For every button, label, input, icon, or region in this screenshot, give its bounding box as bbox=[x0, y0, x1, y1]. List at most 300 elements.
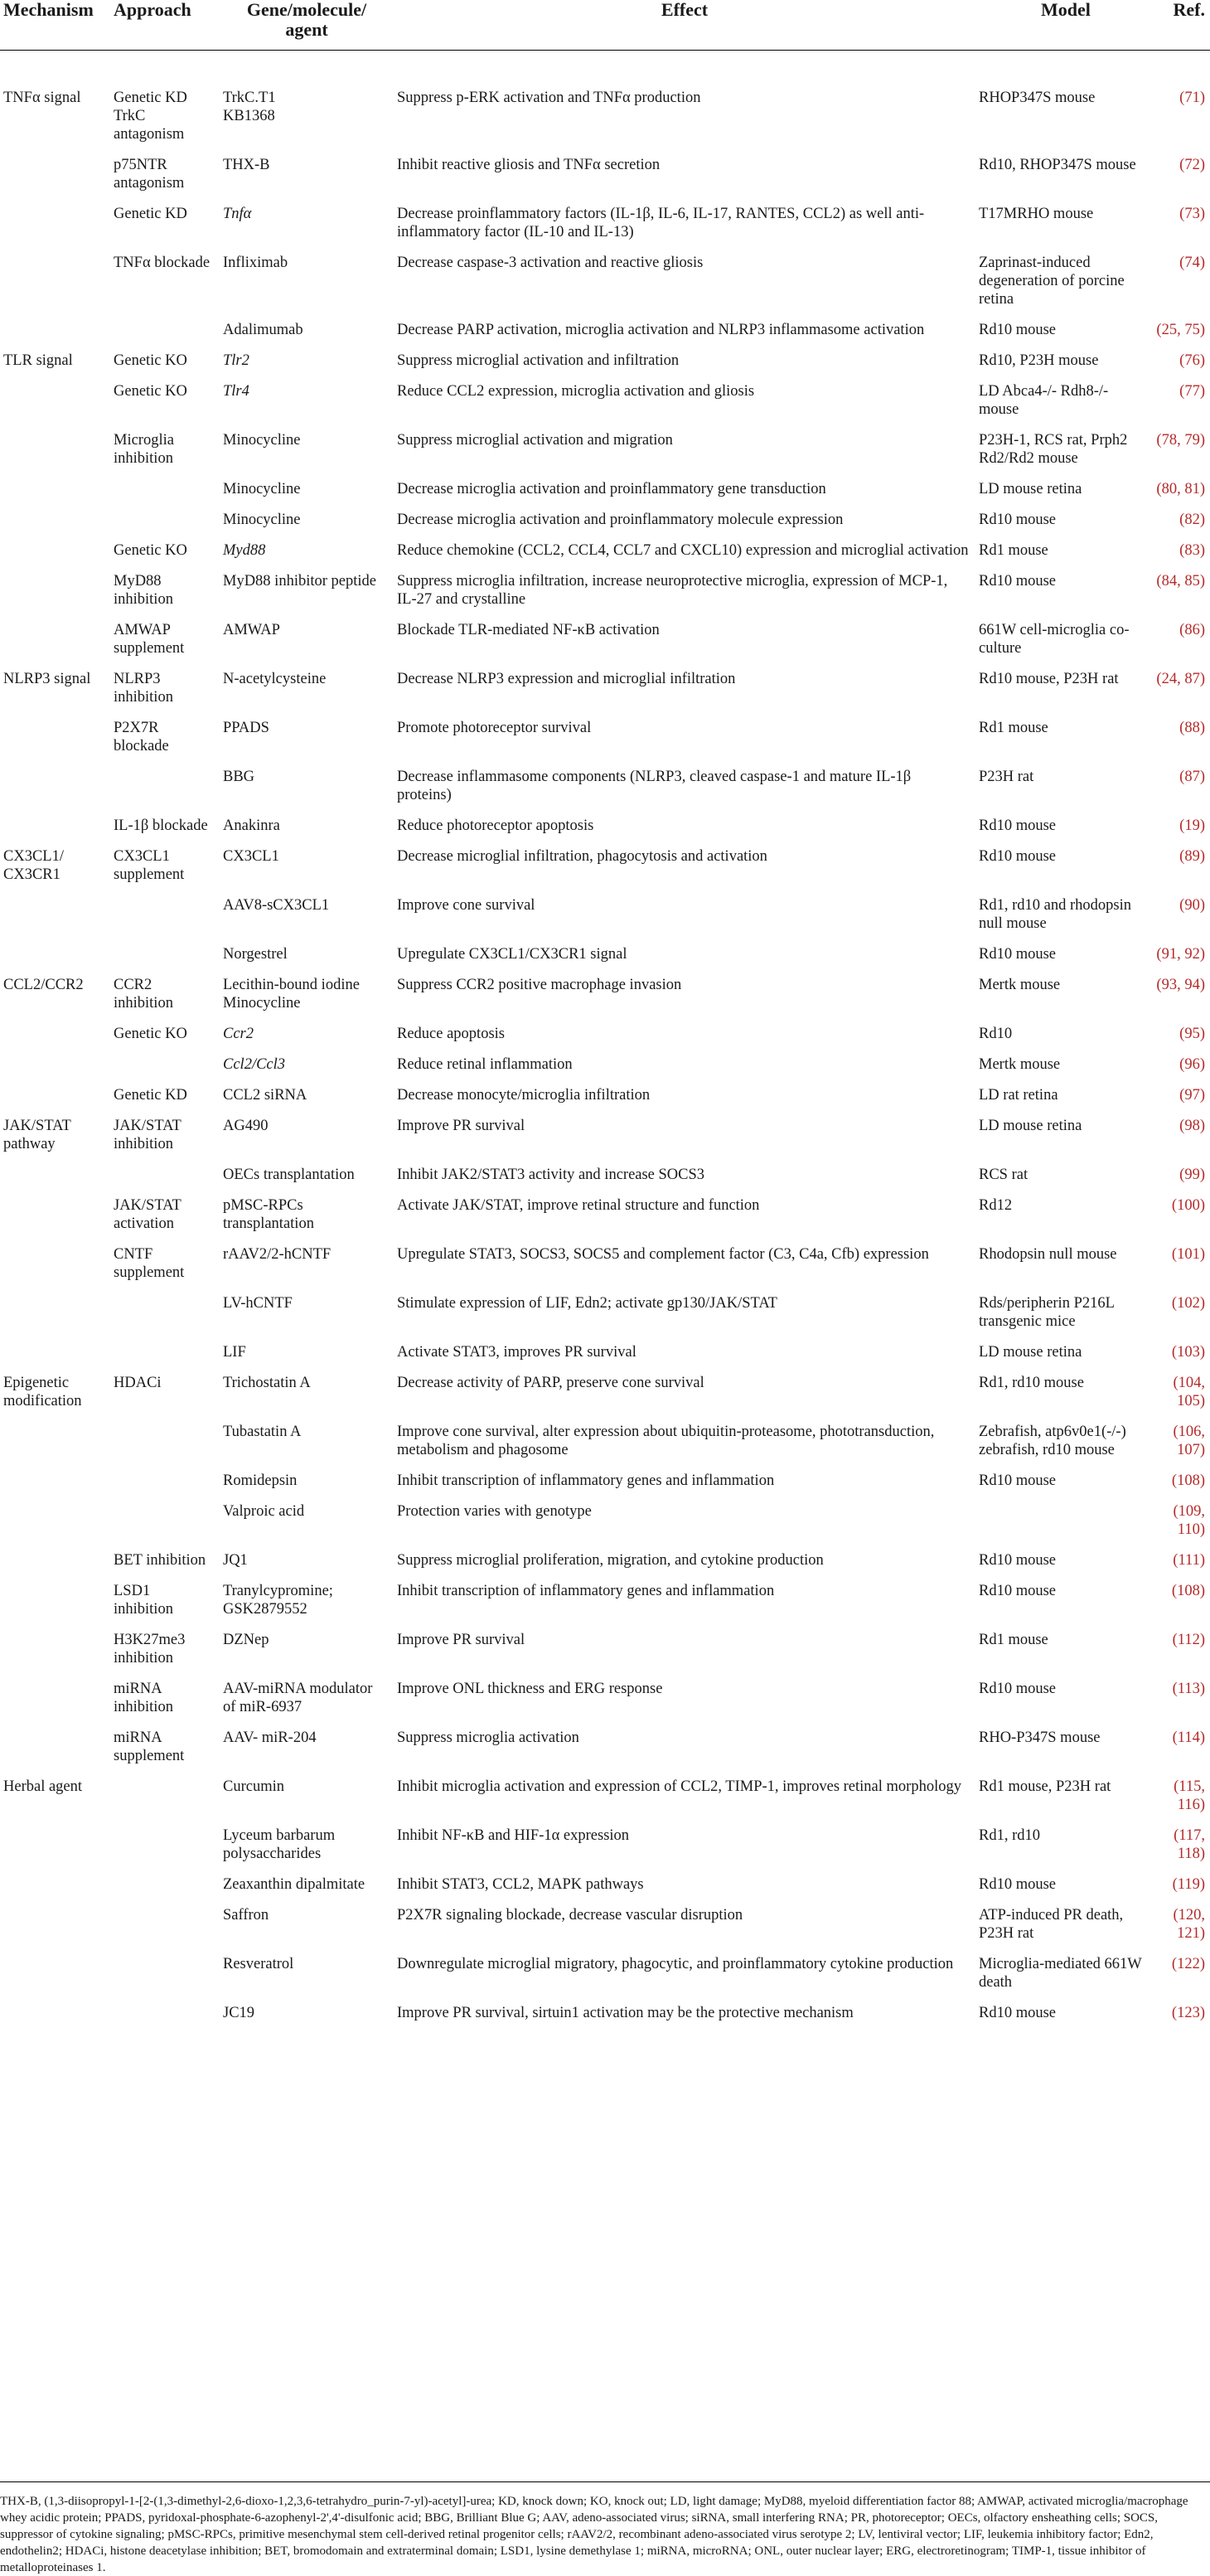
table-header bbox=[0, 0, 1210, 51]
mechanism-cell bbox=[0, 1673, 110, 1722]
agent-cell: MyD88 inhibitor peptide bbox=[223, 573, 376, 589]
agent-cell: Anakinra bbox=[223, 817, 280, 834]
model-cell: Rd1 mouse bbox=[979, 542, 1048, 559]
agent-cell: JC19 bbox=[223, 2005, 255, 2021]
mechanism-cell bbox=[0, 376, 110, 424]
mechanism-cell bbox=[0, 1997, 110, 2028]
ref-cell: (71) bbox=[1179, 90, 1205, 106]
effect-cell: Suppress p-ERK activation and TNFα production bbox=[397, 90, 701, 106]
approach-cell bbox=[110, 1337, 220, 1367]
agent-cell: Tnfα bbox=[223, 206, 252, 222]
model-cell: RCS rat bbox=[979, 1167, 1028, 1183]
agent-cell: Tranylcypromine; GSK2879552 bbox=[223, 1583, 333, 1618]
ref-cell: (122) bbox=[1171, 1956, 1205, 1972]
table-row bbox=[0, 1820, 1210, 1869]
agent-cell: PPADS bbox=[223, 720, 269, 736]
agent-cell: CX3CL1 bbox=[223, 848, 279, 865]
mechanism-cell bbox=[0, 1465, 110, 1496]
header-model: Model bbox=[975, 0, 1156, 51]
agent-cell: rAAV2/2-hCNTF bbox=[223, 1246, 332, 1263]
mechanism-cell bbox=[0, 504, 110, 535]
effect-cell: Decrease monocyte/microglia infiltration bbox=[397, 1087, 651, 1104]
approach-cell bbox=[110, 1771, 220, 1820]
approach-cell: JAK/STAT activation bbox=[114, 1197, 182, 1232]
model-cell: Rd1, rd10 and rhodopsin null mouse bbox=[979, 897, 1131, 932]
approach-cell bbox=[110, 761, 220, 810]
effect-cell: Decrease microglia activation and proinflammatory gene transduction bbox=[397, 481, 826, 497]
approach-cell: Microglia inhibition bbox=[114, 432, 174, 467]
bottom-rule bbox=[0, 2481, 1210, 2482]
model-cell: RHO-P347S mouse bbox=[979, 1729, 1101, 1746]
agent-cell: Lecithin-bound iodine Minocycline bbox=[223, 977, 360, 1011]
ref-cell: (119) bbox=[1172, 1876, 1205, 1893]
effect-cell: Reduce retinal inflammation bbox=[397, 1056, 573, 1073]
header-gene: Gene/molecule/ agent bbox=[220, 0, 394, 51]
table-row bbox=[0, 1496, 1210, 1545]
agent-cell: Tlr4 bbox=[223, 383, 249, 400]
mechanism-cell bbox=[0, 614, 110, 663]
effect-cell: Upregulate CX3CL1/CX3CR1 signal bbox=[397, 946, 627, 963]
model-cell: Rd10 mouse bbox=[979, 2005, 1057, 2021]
model-cell: Mertk mouse bbox=[979, 977, 1061, 993]
ref-cell: (114) bbox=[1172, 1729, 1205, 1746]
effect-cell: Decrease microglia activation and proinflammatory molecule expression bbox=[397, 512, 844, 528]
model-cell: LD mouse retina bbox=[979, 1344, 1082, 1361]
effect-cell: Reduce apoptosis bbox=[397, 1026, 505, 1042]
mechanism-cell bbox=[0, 1624, 110, 1673]
approach-cell: Genetic KO bbox=[114, 542, 187, 559]
agent-cell: AAV-miRNA modulator of miR-6937 bbox=[223, 1681, 373, 1715]
model-cell: Rd10 mouse bbox=[979, 322, 1057, 338]
ref-cell: (89) bbox=[1179, 848, 1205, 865]
approach-cell: IL-1β blockade bbox=[114, 817, 208, 834]
agent-cell: pMSC-RPCs transplantation bbox=[223, 1197, 314, 1232]
ref-cell: (72) bbox=[1179, 157, 1205, 173]
table-row bbox=[0, 1997, 1210, 2028]
agent-cell: Lyceum barbarum polysaccharides bbox=[223, 1827, 336, 1862]
approach-cell: MyD88 inhibition bbox=[114, 573, 173, 608]
table-row bbox=[0, 1049, 1210, 1079]
ref-cell: (82) bbox=[1179, 512, 1205, 528]
table-row bbox=[0, 376, 1210, 424]
table-row bbox=[0, 810, 1210, 841]
effect-cell: Reduce chemokine (CCL2, CCL4, CCL7 and CXCL10) expression and microglial activation bbox=[397, 542, 969, 559]
ref-cell: (104, 105) bbox=[1173, 1375, 1205, 1409]
ref-cell: (80, 81) bbox=[1156, 481, 1205, 497]
mechanism-cell bbox=[0, 1337, 110, 1367]
table-row bbox=[0, 198, 1210, 247]
effect-cell: Protection varies with genotype bbox=[397, 1503, 592, 1520]
ref-cell: (95) bbox=[1179, 1026, 1205, 1042]
ref-cell: (84, 85) bbox=[1156, 573, 1205, 589]
ref-cell: (108) bbox=[1171, 1583, 1205, 1599]
agent-cell: TrkC.T1 KB1368 bbox=[223, 90, 276, 124]
mechanism-cell: NLRP3 signal bbox=[3, 671, 91, 687]
header-effect: Effect bbox=[394, 0, 975, 51]
mechanism-cell bbox=[0, 1869, 110, 1899]
ref-cell: (115, 116) bbox=[1174, 1778, 1205, 1813]
approach-cell: H3K27me3 inhibition bbox=[114, 1632, 186, 1666]
effect-cell: Inhibit microglia activation and expression of CCL2, TIMP-1, improves retinal morphology bbox=[397, 1778, 961, 1795]
approach-cell: BET inhibition bbox=[114, 1552, 206, 1569]
model-cell: 661W cell-microglia co-culture bbox=[979, 622, 1130, 657]
approach-cell bbox=[110, 473, 220, 504]
model-cell: Rd1, rd10 bbox=[979, 1827, 1040, 1844]
table-row bbox=[0, 890, 1210, 939]
effect-cell: Improve PR survival bbox=[397, 1118, 525, 1134]
ref-cell: (99) bbox=[1179, 1167, 1205, 1183]
table-row bbox=[0, 1288, 1210, 1337]
effect-cell: Suppress microglia infiltration, increase neuroprotective microglia, expression of MCP-1, IL-27 and crystalline bbox=[397, 573, 948, 608]
approach-cell: miRNA inhibition bbox=[114, 1681, 173, 1715]
model-cell: Mertk mouse bbox=[979, 1056, 1061, 1073]
ref-cell: (73) bbox=[1179, 206, 1205, 222]
approach-cell: TNFα blockade bbox=[114, 255, 211, 271]
agent-cell: Ccl2/Ccl3 bbox=[223, 1056, 286, 1073]
table-row bbox=[0, 663, 1210, 712]
agent-cell: LV-hCNTF bbox=[223, 1295, 293, 1312]
header-mechanism: Mechanism bbox=[0, 0, 110, 51]
effect-cell: Suppress microglia activation bbox=[397, 1729, 579, 1746]
effect-cell: Suppress microglial activation and migration bbox=[397, 432, 673, 449]
model-cell: Rd10 mouse bbox=[979, 1472, 1057, 1489]
effect-cell: Decrease microglial infiltration, phagocytosis and activation bbox=[397, 848, 767, 865]
agent-cell: Saffron bbox=[223, 1907, 269, 1924]
ref-cell: (19) bbox=[1179, 817, 1205, 834]
table-row bbox=[0, 761, 1210, 810]
model-cell: RHOP347S mouse bbox=[979, 90, 1096, 106]
mechanism-cell bbox=[0, 1049, 110, 1079]
approach-cell: JAK/STAT inhibition bbox=[114, 1118, 182, 1152]
mechanism-cell bbox=[0, 1416, 110, 1465]
ref-cell: (102) bbox=[1171, 1295, 1205, 1312]
model-cell bbox=[975, 1496, 1156, 1545]
model-cell: Rd10 mouse bbox=[979, 1876, 1057, 1893]
mechanism-cell bbox=[0, 473, 110, 504]
approach-cell: LSD1 inhibition bbox=[114, 1583, 173, 1618]
table-row bbox=[0, 1624, 1210, 1673]
mechanism-cell bbox=[0, 535, 110, 565]
effect-cell: Inhibit STAT3, CCL2, MAPK pathways bbox=[397, 1876, 644, 1893]
effect-cell: Suppress CCR2 positive macrophage invasion bbox=[397, 977, 682, 993]
mechanism-cell bbox=[0, 761, 110, 810]
approach-cell: Genetic KD TrkC antagonism bbox=[114, 90, 187, 143]
agent-cell: Valproic acid bbox=[223, 1503, 305, 1520]
model-cell: Rd10, RHOP347S mouse bbox=[979, 157, 1136, 173]
approach-cell: Genetic KO bbox=[114, 1026, 187, 1042]
mechanism-cell bbox=[0, 890, 110, 939]
effect-cell: Blockade TLR-mediated NF-κB activation bbox=[397, 622, 660, 638]
effect-cell: Promote photoreceptor survival bbox=[397, 720, 592, 736]
model-cell: Rd10 mouse bbox=[979, 1681, 1057, 1697]
table-body bbox=[0, 51, 1210, 2029]
model-cell: ATP-induced PR death, P23H rat bbox=[979, 1907, 1124, 1942]
model-cell: Microglia-mediated 661W death bbox=[979, 1956, 1142, 1991]
model-cell: Zebrafish, atp6v0e1(-/-) zebrafish, rd10 mouse bbox=[979, 1424, 1126, 1458]
agent-cell: AAV- miR-204 bbox=[223, 1729, 317, 1746]
ref-cell: (117, 118) bbox=[1174, 1827, 1205, 1862]
table-row bbox=[0, 1673, 1210, 1722]
approach-cell: miRNA supplement bbox=[114, 1729, 185, 1764]
model-cell: Rd10 mouse bbox=[979, 848, 1057, 865]
model-cell: Rd10 mouse bbox=[979, 1583, 1057, 1599]
approach-cell bbox=[110, 890, 220, 939]
approach-cell: P2X7R blockade bbox=[114, 720, 169, 754]
mechanism-cell bbox=[0, 1288, 110, 1337]
model-cell: Rd10 mouse bbox=[979, 817, 1057, 834]
model-cell: Rd12 bbox=[979, 1197, 1013, 1214]
mechanism-cell bbox=[0, 198, 110, 247]
header-approach: Approach bbox=[110, 0, 220, 51]
mechanism-cell bbox=[0, 939, 110, 969]
ref-cell: (101) bbox=[1171, 1246, 1205, 1263]
model-cell: Rd10 mouse, P23H rat bbox=[979, 671, 1119, 687]
mechanism-cell bbox=[0, 314, 110, 345]
ref-cell: (25, 75) bbox=[1156, 322, 1205, 338]
table-row bbox=[0, 1465, 1210, 1496]
mechanism-cell: CCL2/CCR2 bbox=[3, 977, 84, 993]
table-row bbox=[0, 51, 1210, 150]
approach-cell: Genetic KD bbox=[114, 1087, 187, 1104]
effect-cell: Activate JAK/STAT, improve retinal structure and function bbox=[397, 1197, 760, 1214]
approach-cell: HDACi bbox=[114, 1375, 162, 1391]
mechanism-cell: TNFα signal bbox=[3, 90, 81, 106]
table-row bbox=[0, 424, 1210, 473]
mechanism-cell: Herbal agent bbox=[3, 1778, 83, 1795]
table-row bbox=[0, 1948, 1210, 1997]
approach-cell bbox=[110, 1159, 220, 1190]
approach-cell: AMWAP supplement bbox=[114, 622, 185, 657]
ref-cell: (123) bbox=[1171, 2005, 1205, 2021]
approach-cell: Genetic KD bbox=[114, 206, 187, 222]
table-row bbox=[0, 1159, 1210, 1190]
mechanism-cell: JAK/STAT pathway bbox=[3, 1118, 71, 1152]
effect-cell: Inhibit NF-κB and HIF-1α expression bbox=[397, 1827, 630, 1844]
agent-cell: Ccr2 bbox=[223, 1026, 254, 1042]
ref-cell: (113) bbox=[1172, 1681, 1205, 1697]
approach-cell bbox=[110, 1997, 220, 2028]
model-cell: Rd10 mouse bbox=[979, 573, 1057, 589]
mechanism-cell bbox=[0, 565, 110, 614]
mechanism-cell: Epigenetic modification bbox=[3, 1375, 82, 1409]
agent-cell: Trichostatin A bbox=[223, 1375, 311, 1391]
model-cell: T17MRHO mouse bbox=[979, 206, 1094, 222]
table-row bbox=[0, 1771, 1210, 1820]
mechanism-cell bbox=[0, 1239, 110, 1288]
agent-cell: Zeaxanthin dipalmitate bbox=[223, 1876, 365, 1893]
table-row bbox=[0, 473, 1210, 504]
mechanism-cell bbox=[0, 1948, 110, 1997]
effect-cell: P2X7R signaling blockade, decrease vascular disruption bbox=[397, 1907, 743, 1924]
approach-cell bbox=[110, 1869, 220, 1899]
ref-cell: (109, 110) bbox=[1173, 1503, 1205, 1538]
effect-cell: Inhibit transcription of inflammatory genes and inflammation bbox=[397, 1583, 775, 1599]
table-row bbox=[0, 1545, 1210, 1575]
agent-cell: Minocycline bbox=[223, 481, 301, 497]
table-row bbox=[0, 1869, 1210, 1899]
model-cell: Rhodopsin null mouse bbox=[979, 1246, 1117, 1263]
mechanism-cell bbox=[0, 1079, 110, 1110]
agent-cell: Myd88 bbox=[223, 542, 266, 559]
agent-cell: AMWAP bbox=[223, 622, 280, 638]
effect-cell: Decrease NLRP3 expression and microglial infiltration bbox=[397, 671, 736, 687]
model-cell: LD Abca4-/- Rdh8-/- mouse bbox=[979, 383, 1109, 418]
table-row bbox=[0, 1110, 1210, 1159]
approach-cell bbox=[110, 314, 220, 345]
agent-cell: Romidepsin bbox=[223, 1472, 298, 1489]
table-row bbox=[0, 1190, 1210, 1239]
mechanism-cell bbox=[0, 810, 110, 841]
effect-cell: Improve PR survival, sirtuin1 activation may be the protective mechanism bbox=[397, 2005, 854, 2021]
approach-cell: NLRP3 inhibition bbox=[114, 671, 173, 706]
model-cell: Rd1 mouse, P23H rat bbox=[979, 1778, 1111, 1795]
ref-cell: (96) bbox=[1179, 1056, 1205, 1073]
effect-cell: Stimulate expression of LIF, Edn2; activate gp130/JAK/STAT bbox=[397, 1295, 777, 1312]
effect-cell: Improve cone survival bbox=[397, 897, 535, 914]
table-row bbox=[0, 841, 1210, 890]
table-row bbox=[0, 1722, 1210, 1771]
approach-cell: Genetic KO bbox=[114, 352, 187, 369]
ref-cell: (74) bbox=[1179, 255, 1205, 271]
table-row bbox=[0, 504, 1210, 535]
ref-cell: (91, 92) bbox=[1156, 946, 1205, 963]
table-row bbox=[0, 1416, 1210, 1465]
approach-cell bbox=[110, 1496, 220, 1545]
ref-cell: (76) bbox=[1179, 352, 1205, 369]
ref-cell: (86) bbox=[1179, 622, 1205, 638]
table-row bbox=[0, 969, 1210, 1018]
effect-cell: Improve PR survival bbox=[397, 1632, 525, 1648]
model-cell: Rd10, P23H mouse bbox=[979, 352, 1099, 369]
model-cell: Rd10 mouse bbox=[979, 946, 1057, 963]
agent-cell: Norgestrel bbox=[223, 946, 288, 963]
ref-cell: (78, 79) bbox=[1156, 432, 1205, 449]
agent-cell: JQ1 bbox=[223, 1552, 248, 1569]
approach-cell bbox=[110, 1948, 220, 1997]
model-cell: Rd10 bbox=[979, 1026, 1013, 1042]
approach-cell: p75NTR antagonism bbox=[114, 157, 185, 192]
table-row bbox=[0, 345, 1210, 376]
approach-cell bbox=[110, 1899, 220, 1948]
table-row bbox=[0, 247, 1210, 314]
effect-cell: Improve cone survival, alter expression about ubiquitin-proteasome, phototransduction, metabolism and phagosome bbox=[397, 1424, 935, 1458]
ref-cell: (108) bbox=[1171, 1472, 1205, 1489]
agent-cell: Tubastatin A bbox=[223, 1424, 302, 1440]
table-row bbox=[0, 565, 1210, 614]
mechanism-cell bbox=[0, 424, 110, 473]
effect-cell: Downregulate microglial migratory, phagocytic, and proinflammatory cytokine production bbox=[397, 1956, 954, 1972]
table-row bbox=[0, 314, 1210, 345]
agent-cell: Curcumin bbox=[223, 1778, 284, 1795]
effect-cell: Inhibit reactive gliosis and TNFα secretion bbox=[397, 157, 661, 173]
approach-cell: CCR2 inhibition bbox=[114, 977, 173, 1011]
table-row bbox=[0, 1018, 1210, 1049]
agent-cell: Tlr2 bbox=[223, 352, 249, 369]
table-row bbox=[0, 1575, 1210, 1624]
model-cell: LD mouse retina bbox=[979, 1118, 1082, 1134]
table-row bbox=[0, 614, 1210, 663]
effect-cell: Decrease proinflammatory factors (IL-1β, IL-6, IL-17, RANTES, CCL2) as well anti-inflammatory factor (IL-10 and IL-13) bbox=[397, 206, 925, 240]
effect-cell: Upregulate STAT3, SOCS3, SOCS5 and complement factor (C3, C4a, Cfb) expression bbox=[397, 1246, 929, 1263]
mechanism-cell bbox=[0, 1545, 110, 1575]
ref-cell: (120, 121) bbox=[1173, 1907, 1205, 1942]
agent-cell: Minocycline bbox=[223, 432, 301, 449]
agent-cell: BBG bbox=[223, 769, 255, 785]
effect-cell: Decrease PARP activation, microglia activation and NLRP3 inflammasome activation bbox=[397, 322, 925, 338]
mechanism-cell bbox=[0, 247, 110, 314]
model-cell: P23H rat bbox=[979, 769, 1034, 785]
ref-cell: (77) bbox=[1179, 383, 1205, 400]
ref-cell: (97) bbox=[1179, 1087, 1205, 1104]
table-row bbox=[0, 712, 1210, 761]
agent-cell: THX-B bbox=[223, 157, 270, 173]
table-row bbox=[0, 1367, 1210, 1416]
ref-cell: (112) bbox=[1172, 1632, 1205, 1648]
effect-cell: Decrease activity of PARP, preserve cone survival bbox=[397, 1375, 704, 1391]
model-cell: Rd1 mouse bbox=[979, 720, 1048, 736]
effect-cell: Reduce photoreceptor apoptosis bbox=[397, 817, 594, 834]
agent-cell: N-acetylcysteine bbox=[223, 671, 327, 687]
approach-cell bbox=[110, 1049, 220, 1079]
table-row bbox=[0, 149, 1210, 198]
mechanism-cell bbox=[0, 1899, 110, 1948]
approach-cell bbox=[110, 1416, 220, 1465]
effect-cell: Suppress microglial proliferation, migration, and cytokine production bbox=[397, 1552, 824, 1569]
table-row bbox=[0, 1079, 1210, 1110]
agent-cell: Minocycline bbox=[223, 512, 301, 528]
table-row bbox=[0, 1239, 1210, 1288]
mechanism-cell bbox=[0, 1722, 110, 1771]
agent-cell: LIF bbox=[223, 1344, 246, 1361]
header-ref: Ref. bbox=[1156, 0, 1210, 51]
approach-cell bbox=[110, 1820, 220, 1869]
agent-cell: Infliximab bbox=[223, 255, 288, 271]
effect-cell: Inhibit transcription of inflammatory genes and inflammation bbox=[397, 1472, 775, 1489]
approach-cell: CX3CL1 supplement bbox=[114, 848, 185, 883]
effect-cell: Suppress microglial activation and infiltration bbox=[397, 352, 680, 369]
mechanism-cell bbox=[0, 1575, 110, 1624]
agent-cell: OECs transplantation bbox=[223, 1167, 355, 1183]
approach-cell bbox=[110, 939, 220, 969]
ref-cell: (88) bbox=[1179, 720, 1205, 736]
effect-cell: Inhibit JAK2/STAT3 activity and increase SOCS3 bbox=[397, 1167, 705, 1183]
mechanism-cell bbox=[0, 149, 110, 198]
model-cell: Zaprinast-induced degeneration of porcine retina bbox=[979, 255, 1125, 308]
approach-cell bbox=[110, 1465, 220, 1496]
ref-cell: (106, 107) bbox=[1173, 1424, 1205, 1458]
table-row bbox=[0, 1899, 1210, 1948]
approach-cell: Genetic KO bbox=[114, 383, 187, 400]
ref-cell: (103) bbox=[1171, 1344, 1205, 1361]
ref-cell: (24, 87) bbox=[1156, 671, 1205, 687]
ref-cell: (87) bbox=[1179, 769, 1205, 785]
agent-cell: Adalimumab bbox=[223, 322, 303, 338]
agent-cell: Resveratrol bbox=[223, 1956, 294, 1972]
agent-cell: AAV8-sCX3CL1 bbox=[223, 897, 330, 914]
ref-cell: (111) bbox=[1173, 1552, 1205, 1569]
mechanism-cell bbox=[0, 1496, 110, 1545]
table-footnote: THX-B, (1,3-diisopropyl-1-[2-(1,3-dimethyl-2,6-dioxo-1,2,3,6-tetrahydro_purin-7-yl)-acetyl]-urea; KD, knock down; KO, knock out; LD, light damage; MyD88, myeloid differentiation factor 88; AMWAP, activated microglia/macrophage whey acidic protein; PPADS, pyridoxal-phosphate-6-azophenyl-2',4'-disulfonic acid; BBG, Brilliant Blue G; AAV, adeno-associated virus; siRNA, small interfering RNA; PR, photoreceptor; OECs, olfactory ensheathing cells; SOCS, suppressor of cytokine signaling; pMSC-RPCs, primitive mesenchymal stem cell-derived retinal progenitor cells; rAAV2/2, recombinant adeno-associated virus serotype 2; LV, lentiviral vector; LIF, leukemia inhibitory factor; Edn2, endothelin2; HDACi, histone deacetylase inhibition; BET, bromodomain and extraterminal domain; LSD1, lysine demethylase 1; miRNA, microRNA; ONL, outer nuclear layer; ERG, electroretinogram; TIMP-1, tissue inhibitor of metalloproteinases 1. bbox=[0, 2495, 1188, 2574]
model-cell: LD rat retina bbox=[979, 1087, 1058, 1104]
ref-cell: (83) bbox=[1179, 542, 1205, 559]
effect-cell: Decrease inflammasome components (NLRP3, cleaved caspase-1 and mature IL-1β proteins) bbox=[397, 769, 912, 803]
table-row bbox=[0, 939, 1210, 969]
table-row bbox=[0, 1337, 1210, 1367]
agent-cell: DZNep bbox=[223, 1632, 269, 1648]
mechanism-cell bbox=[0, 712, 110, 761]
mechanism-cell bbox=[0, 1820, 110, 1869]
mechanism-cell bbox=[0, 1190, 110, 1239]
